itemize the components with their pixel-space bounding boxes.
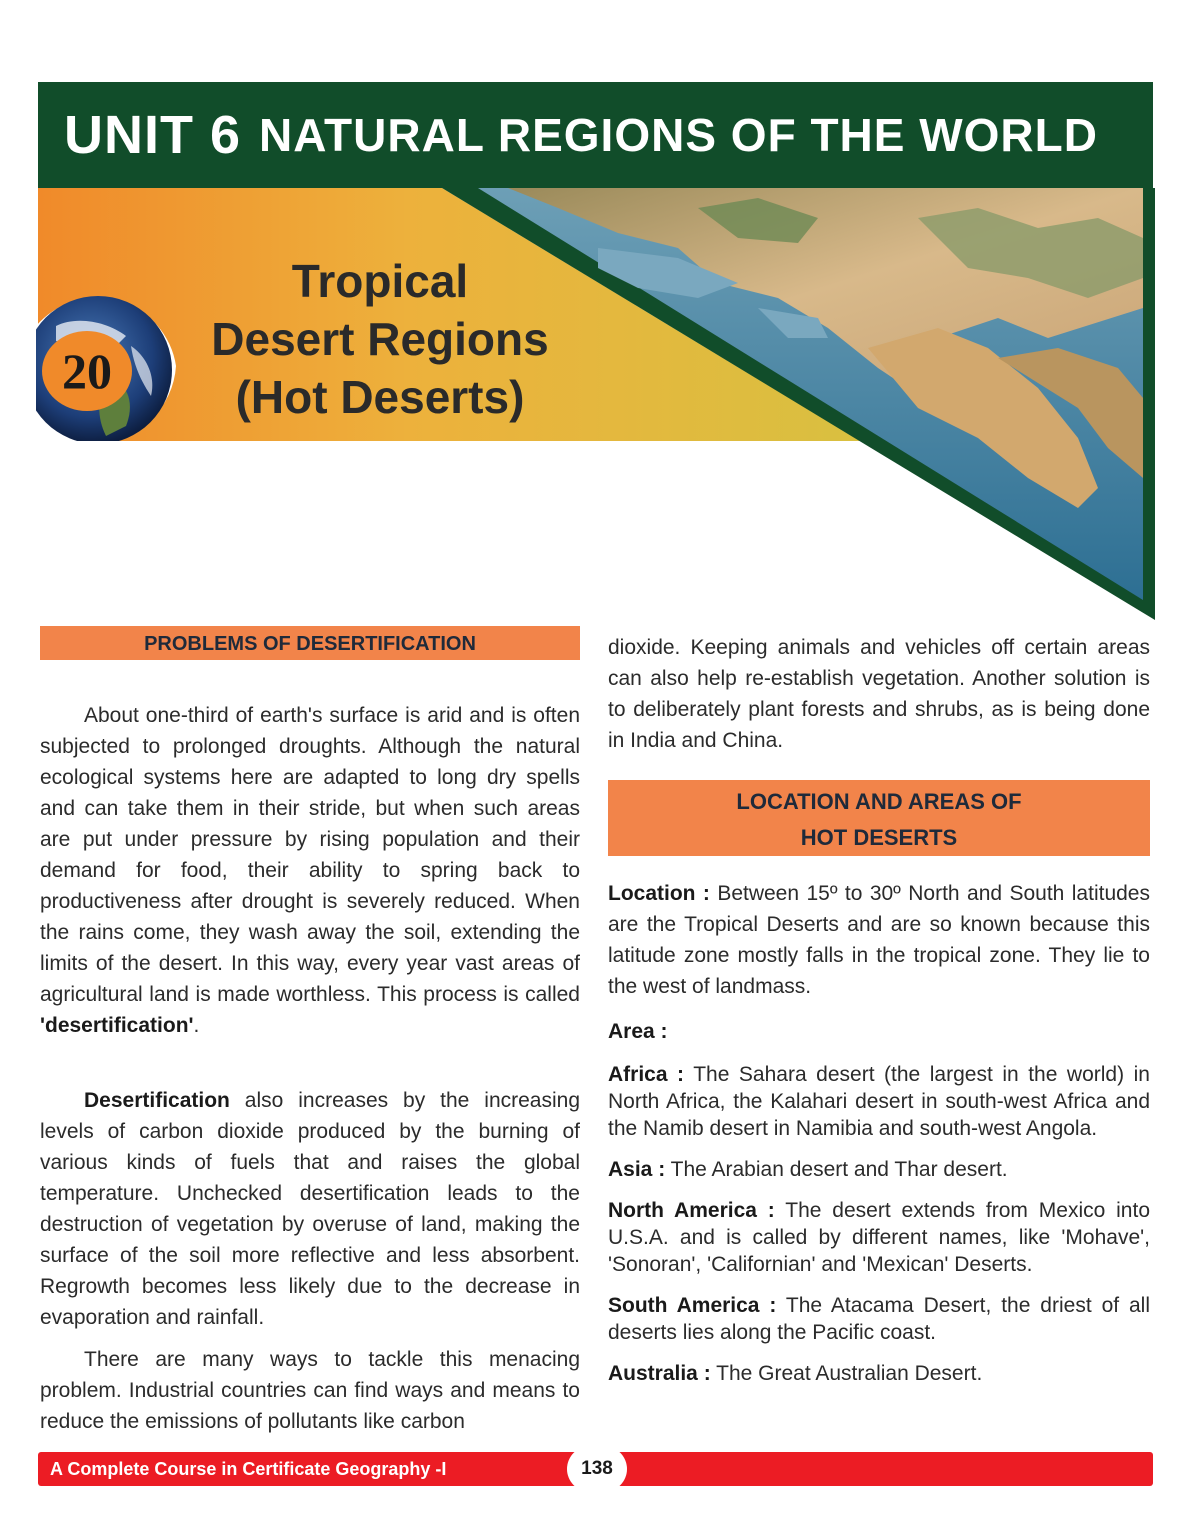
chapter-number-badge: 20 bbox=[42, 331, 132, 411]
unit-header-bar bbox=[38, 82, 1153, 188]
paragraph-location bbox=[608, 878, 1150, 1002]
left-column bbox=[40, 626, 580, 1437]
paragraph-end: . bbox=[193, 1014, 200, 1037]
heading-line1: LOCATION AND AREAS OF bbox=[736, 789, 1022, 814]
paragraph-text: The Sahara desert (the largest in the world) in North Africa, the Kalahari desert in south-west Africa and the Namib desert in Namibia and south-west Angola. bbox=[608, 1063, 1150, 1140]
label-location: Location : bbox=[608, 882, 710, 905]
label-south-america: South America : bbox=[608, 1294, 777, 1317]
paragraph-asia bbox=[608, 1156, 1150, 1183]
chapter-title-line3: (Hot Deserts) bbox=[235, 371, 525, 423]
label-asia: Asia : bbox=[608, 1158, 666, 1181]
paragraph-text: also increases by the increasing levels of carbon dioxide produced by the burning of various kinds of fuels that and raises the global temperature. Unchecked desertification leads to the destruction of vegetation by overuse of land, making the surface of the soil more reflective and less absorbent. Regrowth becomes less likely due to the decrease in evaporation and rainfall. bbox=[40, 1089, 580, 1329]
paragraph-north-america bbox=[608, 1197, 1150, 1278]
paragraph-africa bbox=[608, 1061, 1150, 1142]
section-heading-desertification: PROBLEMS OF DESERTIFICATION bbox=[40, 626, 580, 660]
paragraph-text: About one-third of earth's surface is arid and is often subjected to prolonged droughts. Although the natural ecological systems here are adapted to long dry spells and can take them in their stride, but when such areas are put under pressure by rising population and their demand for food, their ability to spring back to productiveness after drought is severely reduced. When the rains come, they wash away the soil, extending the limits of the desert. In this way, every year vast areas of agricultural land is made worthless. This process is called bbox=[40, 704, 580, 1006]
paragraph-continued: dioxide. Keeping animals and vehicles off certain areas can also help re-establish vegetation. Another solution is to deliberately plant forests and shrubs, as is being done in India and China. bbox=[608, 636, 1150, 752]
chapter-title-line1: Tropical bbox=[291, 255, 469, 307]
paragraph-australia bbox=[608, 1360, 1150, 1387]
paragraph-tackle-problem: There are many ways to tackle this menacing problem. Industrial countries can find ways and means to reduce the emissions of pollutants like carbon bbox=[40, 1348, 580, 1433]
label-north-america: North America : bbox=[608, 1199, 775, 1222]
footer-book-title: A Complete Course in Certificate Geography -I bbox=[50, 1459, 447, 1479]
paragraph-text: The Atacama Desert, the driest of all deserts lies along the Pacific coast. bbox=[608, 1294, 1150, 1344]
paragraph-text: Between 15º to 30º North and South latitudes are the Tropical Deserts and are so known because this latitude zone mostly falls in the tropical zone. They lie to the west of landmass. bbox=[608, 882, 1150, 998]
paragraph-text: The Arabian desert and Thar desert. bbox=[665, 1158, 1008, 1181]
right-column bbox=[608, 632, 1150, 1401]
term-desertification: 'desertification' bbox=[40, 1014, 194, 1037]
page-number: 138 bbox=[567, 1446, 627, 1492]
paragraph-text: The Great Australian Desert. bbox=[710, 1362, 983, 1385]
paragraph-south-america bbox=[608, 1292, 1150, 1346]
label-australia: Australia : bbox=[608, 1362, 711, 1385]
section-heading-location bbox=[608, 780, 1150, 856]
label-africa: Africa : bbox=[608, 1063, 685, 1086]
unit-title: NATURAL REGIONS OF THE WORLD bbox=[259, 109, 1098, 161]
label-area bbox=[608, 1016, 1150, 1047]
paragraph-arid-surface bbox=[40, 700, 580, 1041]
chapter-title-line2: Desert Regions bbox=[211, 313, 549, 365]
paragraph-text: The desert extends from Mexico into U.S.A. and is called by different names, like 'Mohave', 'Sonoran', 'Californian' and 'Mexican' Deserts. bbox=[608, 1199, 1150, 1276]
term-desertification-bold: Desertification bbox=[84, 1089, 230, 1112]
chapter-title bbox=[190, 252, 570, 426]
unit-label: UNIT 6 bbox=[64, 105, 242, 165]
heading-line2: HOT DESERTS bbox=[800, 825, 958, 850]
paragraph-carbon-dioxide bbox=[40, 1085, 580, 1333]
label-area-text: Area : bbox=[608, 1020, 668, 1043]
